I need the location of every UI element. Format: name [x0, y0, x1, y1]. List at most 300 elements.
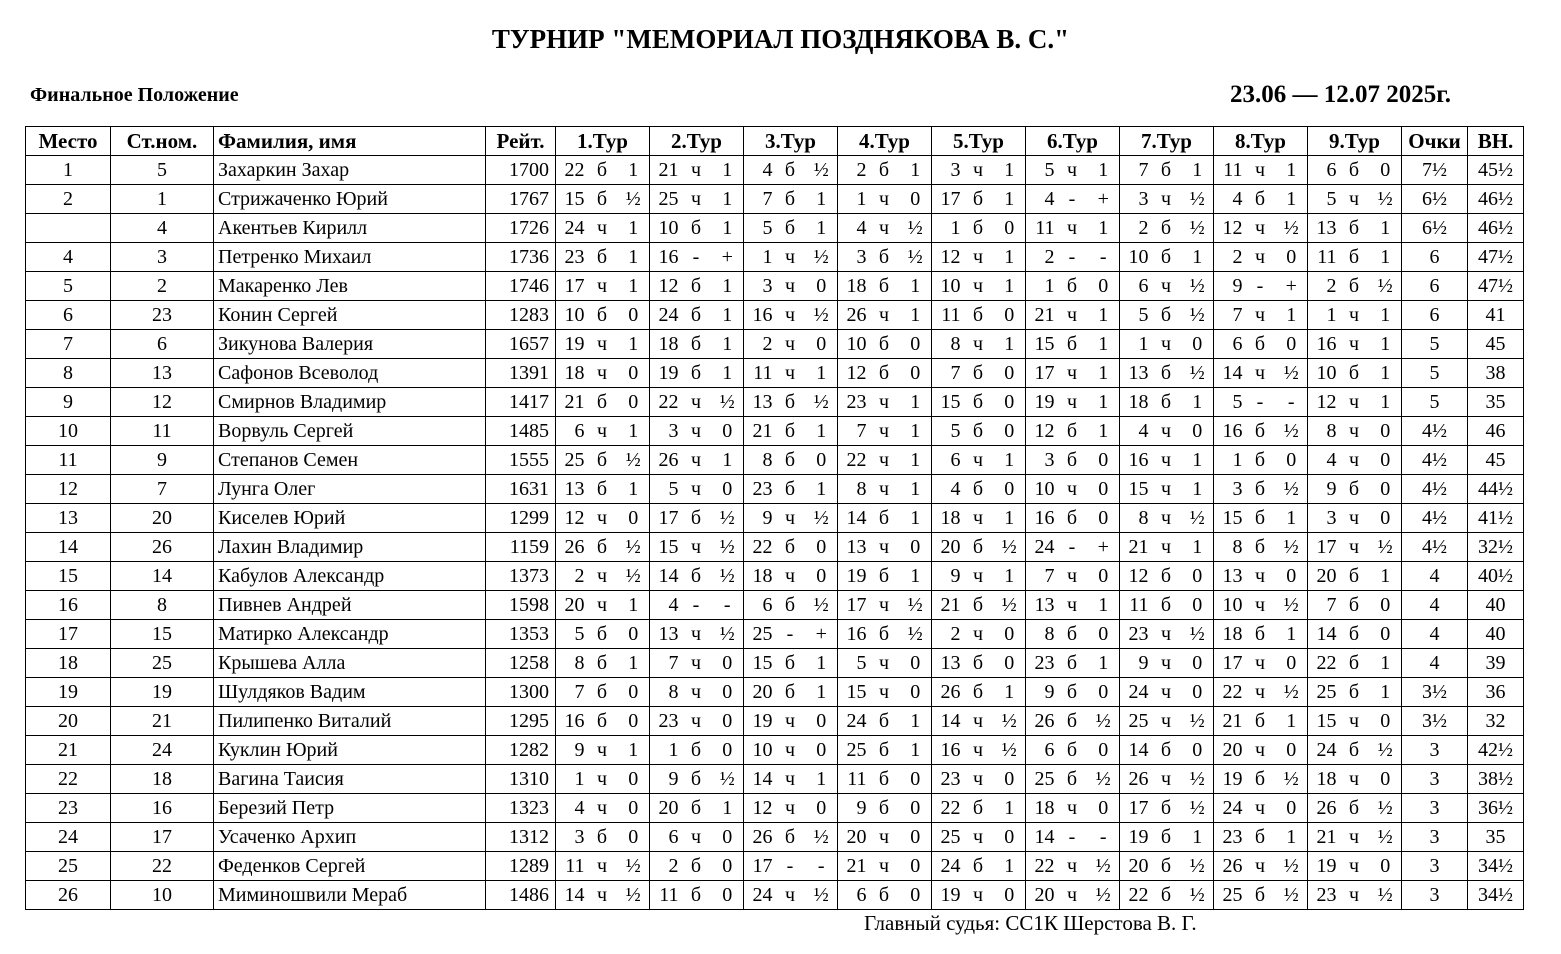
round-8-result-cell: ½: [1276, 852, 1308, 881]
round-7-opponent-cell: 14: [1120, 736, 1151, 765]
round-8-color-cell: ч: [1245, 214, 1276, 243]
round-3-opponent-cell: 25: [744, 620, 775, 649]
round-7-opponent-cell: 25: [1120, 707, 1151, 736]
round-6-result-cell: ½: [1088, 765, 1120, 794]
points-cell: 3½: [1402, 678, 1468, 707]
round-6-color-cell: -: [1057, 823, 1088, 852]
round-6-opponent-cell: 5: [1026, 156, 1057, 185]
round-7-opponent-cell: 12: [1120, 562, 1151, 591]
round-9-opponent-cell: 3: [1308, 504, 1339, 533]
round-3-opponent-cell: 13: [744, 388, 775, 417]
round-2-result-cell: 0: [712, 707, 744, 736]
rating-cell: 1353: [486, 620, 556, 649]
round-1-color-cell: б: [587, 446, 618, 475]
round-3-opponent-cell: 6: [744, 591, 775, 620]
round-2-result-cell: 0: [712, 852, 744, 881]
round-1-opponent-cell: 7: [556, 678, 587, 707]
round-2-result-cell: 1: [712, 272, 744, 301]
round-1-result-cell: 0: [618, 823, 650, 852]
round-4-color-cell: ч: [869, 533, 900, 562]
points-cell: 6: [1402, 301, 1468, 330]
round-4-opponent-cell: 25: [838, 736, 869, 765]
round-1-opponent-cell: 17: [556, 272, 587, 301]
round-2-color-cell: -: [681, 591, 712, 620]
round-8-color-cell: б: [1245, 475, 1276, 504]
round-8-result-cell: ½: [1276, 765, 1308, 794]
header-tiebreak: ВН.: [1468, 127, 1524, 156]
round-9-result-cell: 1: [1370, 678, 1402, 707]
round-7-result-cell: ½: [1182, 185, 1214, 214]
place-cell: [26, 214, 111, 243]
round-9-opponent-cell: 6: [1308, 156, 1339, 185]
round-6-opponent-cell: 1: [1026, 272, 1057, 301]
round-9-color-cell: б: [1339, 678, 1370, 707]
round-3-color-cell: б: [775, 185, 806, 214]
round-7-color-cell: б: [1151, 823, 1182, 852]
round-1-opponent-cell: 13: [556, 475, 587, 504]
round-4-color-cell: ч: [869, 301, 900, 330]
round-9-result-cell: 1: [1370, 562, 1402, 591]
place-cell: 14: [26, 533, 111, 562]
round-1-color-cell: ч: [587, 359, 618, 388]
table-row: [26, 678, 1524, 707]
round-3-color-cell: ч: [775, 562, 806, 591]
header-start-number: Ст.ном.: [111, 127, 214, 156]
round-5-result-cell: ½: [994, 591, 1026, 620]
round-3-result-cell: ½: [806, 156, 838, 185]
player-name-cell: Кабулов Александр: [214, 562, 486, 591]
round-7-result-cell: 0: [1182, 591, 1214, 620]
round-2-opponent-cell: 7: [650, 649, 681, 678]
rating-cell: 1323: [486, 794, 556, 823]
place-cell: 4: [26, 243, 111, 272]
start-number-cell: 24: [111, 736, 214, 765]
points-cell: 3: [1402, 794, 1468, 823]
round-8-result-cell: 0: [1276, 243, 1308, 272]
points-cell: 4½: [1402, 533, 1468, 562]
round-4-color-cell: ч: [869, 475, 900, 504]
round-2-color-cell: б: [681, 504, 712, 533]
round-4-result-cell: 0: [900, 881, 932, 910]
round-5-color-cell: ч: [963, 272, 994, 301]
place-cell: 20: [26, 707, 111, 736]
round-2-opponent-cell: 11: [650, 881, 681, 910]
round-2-color-cell: б: [681, 881, 712, 910]
rating-cell: 1657: [486, 330, 556, 359]
round-2-result-cell: 1: [712, 185, 744, 214]
start-number-cell: 23: [111, 301, 214, 330]
rating-cell: 1700: [486, 156, 556, 185]
round-8-color-cell: б: [1245, 504, 1276, 533]
round-9-color-cell: б: [1339, 736, 1370, 765]
round-6-result-cell: ½: [1088, 881, 1120, 910]
round-8-result-cell: ½: [1276, 417, 1308, 446]
tiebreak-cell: 45½: [1468, 156, 1524, 185]
round-8-opponent-cell: 12: [1214, 214, 1245, 243]
round-3-color-cell: ч: [775, 794, 806, 823]
round-7-color-cell: ч: [1151, 330, 1182, 359]
round-7-result-cell: ½: [1182, 359, 1214, 388]
round-5-color-cell: б: [963, 649, 994, 678]
round-4-color-cell: ч: [869, 185, 900, 214]
round-7-color-cell: б: [1151, 794, 1182, 823]
round-9-color-cell: ч: [1339, 388, 1370, 417]
round-1-color-cell: ч: [587, 852, 618, 881]
table-row: [26, 649, 1524, 678]
round-4-result-cell: 1: [900, 562, 932, 591]
round-8-color-cell: б: [1245, 620, 1276, 649]
round-2-color-cell: б: [681, 359, 712, 388]
round-7-result-cell: ½: [1182, 707, 1214, 736]
round-5-opponent-cell: 15: [932, 388, 963, 417]
start-number-cell: 20: [111, 504, 214, 533]
round-5-color-cell: б: [963, 533, 994, 562]
round-8-color-cell: ч: [1245, 794, 1276, 823]
round-5-opponent-cell: 26: [932, 678, 963, 707]
round-1-color-cell: б: [587, 707, 618, 736]
round-4-result-cell: 0: [900, 330, 932, 359]
round-5-result-cell: 1: [994, 794, 1026, 823]
round-6-result-cell: 0: [1088, 794, 1120, 823]
round-3-opponent-cell: 24: [744, 881, 775, 910]
round-6-result-cell: 1: [1088, 388, 1120, 417]
round-8-result-cell: 1: [1276, 823, 1308, 852]
tiebreak-cell: 41: [1468, 301, 1524, 330]
round-6-opponent-cell: 11: [1026, 214, 1057, 243]
round-2-result-cell: 0: [712, 881, 744, 910]
round-9-opponent-cell: 17: [1308, 533, 1339, 562]
round-8-color-cell: -: [1245, 388, 1276, 417]
round-9-result-cell: ½: [1370, 533, 1402, 562]
rating-cell: 1767: [486, 185, 556, 214]
round-8-opponent-cell: 26: [1214, 852, 1245, 881]
table-row: [26, 243, 1524, 272]
round-3-color-cell: б: [775, 823, 806, 852]
round-8-result-cell: 0: [1276, 446, 1308, 475]
round-7-result-cell: ½: [1182, 765, 1214, 794]
round-5-result-cell: 1: [994, 562, 1026, 591]
round-6-color-cell: б: [1057, 765, 1088, 794]
round-2-opponent-cell: 13: [650, 620, 681, 649]
round-2-color-cell: б: [681, 301, 712, 330]
round-8-result-cell: 0: [1276, 649, 1308, 678]
place-cell: 22: [26, 765, 111, 794]
round-6-result-cell: -: [1088, 243, 1120, 272]
player-name-cell: Конин Сергей: [214, 301, 486, 330]
round-3-opponent-cell: 14: [744, 765, 775, 794]
round-4-result-cell: ½: [900, 591, 932, 620]
round-2-color-cell: б: [681, 794, 712, 823]
round-6-result-cell: +: [1088, 533, 1120, 562]
round-7-opponent-cell: 21: [1120, 533, 1151, 562]
round-5-opponent-cell: 11: [932, 301, 963, 330]
round-8-opponent-cell: 9: [1214, 272, 1245, 301]
rating-cell: 1486: [486, 881, 556, 910]
round-7-color-cell: ч: [1151, 446, 1182, 475]
table-row: [26, 214, 1524, 243]
round-5-result-cell: 1: [994, 678, 1026, 707]
round-9-opponent-cell: 25: [1308, 678, 1339, 707]
round-6-result-cell: 1: [1088, 214, 1120, 243]
place-cell: 21: [26, 736, 111, 765]
round-3-opponent-cell: 2: [744, 330, 775, 359]
round-4-color-cell: ч: [869, 446, 900, 475]
points-cell: 4: [1402, 562, 1468, 591]
round-2-color-cell: б: [681, 272, 712, 301]
round-7-color-cell: ч: [1151, 649, 1182, 678]
round-1-color-cell: б: [587, 475, 618, 504]
round-8-opponent-cell: 2: [1214, 243, 1245, 272]
player-name-cell: Куклин Юрий: [214, 736, 486, 765]
player-name-cell: Ворвуль Сергей: [214, 417, 486, 446]
round-5-color-cell: б: [963, 214, 994, 243]
round-9-result-cell: 0: [1370, 620, 1402, 649]
round-9-opponent-cell: 15: [1308, 707, 1339, 736]
round-5-opponent-cell: 12: [932, 243, 963, 272]
round-1-opponent-cell: 9: [556, 736, 587, 765]
rating-cell: 1299: [486, 504, 556, 533]
round-5-color-cell: б: [963, 678, 994, 707]
round-4-opponent-cell: 16: [838, 620, 869, 649]
tiebreak-cell: 40: [1468, 591, 1524, 620]
place-cell: 7: [26, 330, 111, 359]
round-1-result-cell: 0: [618, 765, 650, 794]
round-1-opponent-cell: 16: [556, 707, 587, 736]
round-5-result-cell: ½: [994, 533, 1026, 562]
round-8-result-cell: ½: [1276, 591, 1308, 620]
round-2-result-cell: ½: [712, 620, 744, 649]
player-name-cell: Пивнев Андрей: [214, 591, 486, 620]
place-cell: 10: [26, 417, 111, 446]
round-9-color-cell: ч: [1339, 417, 1370, 446]
round-6-opponent-cell: 19: [1026, 388, 1057, 417]
start-number-cell: 15: [111, 620, 214, 649]
place-cell: 17: [26, 620, 111, 649]
round-2-color-cell: ч: [681, 475, 712, 504]
round-5-result-cell: ½: [994, 707, 1026, 736]
round-1-result-cell: ½: [618, 562, 650, 591]
round-7-result-cell: 1: [1182, 388, 1214, 417]
start-number-cell: 4: [111, 214, 214, 243]
round-7-result-cell: 1: [1182, 823, 1214, 852]
points-cell: 4½: [1402, 504, 1468, 533]
round-4-color-cell: ч: [869, 214, 900, 243]
round-6-color-cell: ч: [1057, 881, 1088, 910]
round-6-color-cell: -: [1057, 185, 1088, 214]
round-6-result-cell: 0: [1088, 272, 1120, 301]
table-row: [26, 272, 1524, 301]
round-6-result-cell: 0: [1088, 736, 1120, 765]
rating-cell: 1310: [486, 765, 556, 794]
round-7-color-cell: б: [1151, 562, 1182, 591]
round-3-opponent-cell: 8: [744, 446, 775, 475]
round-5-opponent-cell: 16: [932, 736, 963, 765]
round-7-color-cell: б: [1151, 243, 1182, 272]
round-5-color-cell: б: [963, 388, 994, 417]
round-6-color-cell: ч: [1057, 475, 1088, 504]
round-6-result-cell: 1: [1088, 301, 1120, 330]
round-4-result-cell: ½: [900, 214, 932, 243]
round-6-result-cell: 0: [1088, 620, 1120, 649]
player-name-cell: Смирнов Владимир: [214, 388, 486, 417]
round-9-result-cell: 1: [1370, 243, 1402, 272]
round-4-opponent-cell: 19: [838, 562, 869, 591]
round-9-opponent-cell: 9: [1308, 475, 1339, 504]
round-4-opponent-cell: 15: [838, 678, 869, 707]
round-2-color-cell: ч: [681, 417, 712, 446]
round-4-opponent-cell: 21: [838, 852, 869, 881]
round-3-result-cell: ½: [806, 504, 838, 533]
round-1-opponent-cell: 20: [556, 591, 587, 620]
round-3-color-cell: б: [775, 591, 806, 620]
place-cell: 12: [26, 475, 111, 504]
start-number-cell: 22: [111, 852, 214, 881]
tiebreak-cell: 39: [1468, 649, 1524, 678]
round-2-opponent-cell: 24: [650, 301, 681, 330]
round-1-color-cell: ч: [587, 794, 618, 823]
round-5-opponent-cell: 4: [932, 475, 963, 504]
round-6-result-cell: 1: [1088, 330, 1120, 359]
round-6-opponent-cell: 9: [1026, 678, 1057, 707]
round-2-color-cell: -: [681, 243, 712, 272]
round-5-color-cell: ч: [963, 881, 994, 910]
round-4-result-cell: ½: [900, 243, 932, 272]
round-2-result-cell: ½: [712, 388, 744, 417]
round-5-result-cell: 0: [994, 823, 1026, 852]
round-1-opponent-cell: 6: [556, 417, 587, 446]
round-6-color-cell: б: [1057, 649, 1088, 678]
round-2-opponent-cell: 23: [650, 707, 681, 736]
round-8-result-cell: ½: [1276, 359, 1308, 388]
round-2-color-cell: ч: [681, 446, 712, 475]
round-6-color-cell: -: [1057, 243, 1088, 272]
round-4-result-cell: ½: [900, 620, 932, 649]
round-3-result-cell: 1: [806, 417, 838, 446]
round-5-color-cell: б: [963, 359, 994, 388]
player-name-cell: Матирко Александр: [214, 620, 486, 649]
round-1-color-cell: ч: [587, 330, 618, 359]
round-9-color-cell: ч: [1339, 446, 1370, 475]
round-6-color-cell: ч: [1057, 301, 1088, 330]
round-8-opponent-cell: 6: [1214, 330, 1245, 359]
round-5-result-cell: 0: [994, 417, 1026, 446]
header-round-5: 5.Тур: [932, 127, 1026, 156]
round-6-result-cell: 1: [1088, 591, 1120, 620]
round-3-color-cell: ч: [775, 765, 806, 794]
round-3-color-cell: -: [775, 852, 806, 881]
round-3-color-cell: ч: [775, 736, 806, 765]
round-6-opponent-cell: 13: [1026, 591, 1057, 620]
round-6-opponent-cell: 21: [1026, 301, 1057, 330]
round-9-opponent-cell: 1: [1308, 301, 1339, 330]
round-7-color-cell: ч: [1151, 765, 1182, 794]
round-1-color-cell: б: [587, 301, 618, 330]
round-7-opponent-cell: 1: [1120, 330, 1151, 359]
start-number-cell: 18: [111, 765, 214, 794]
round-4-color-cell: ч: [869, 678, 900, 707]
round-4-color-cell: б: [869, 736, 900, 765]
round-7-opponent-cell: 11: [1120, 591, 1151, 620]
round-9-result-cell: 1: [1370, 301, 1402, 330]
round-9-opponent-cell: 5: [1308, 185, 1339, 214]
round-2-color-cell: ч: [681, 185, 712, 214]
rating-cell: 1417: [486, 388, 556, 417]
round-1-result-cell: 1: [618, 243, 650, 272]
round-7-opponent-cell: 26: [1120, 765, 1151, 794]
start-number-cell: 8: [111, 591, 214, 620]
round-4-result-cell: 1: [900, 272, 932, 301]
round-2-result-cell: ½: [712, 562, 744, 591]
round-5-opponent-cell: 13: [932, 649, 963, 678]
round-2-opponent-cell: 22: [650, 388, 681, 417]
points-cell: 4: [1402, 591, 1468, 620]
round-8-result-cell: -: [1276, 388, 1308, 417]
round-2-color-cell: б: [681, 214, 712, 243]
round-4-opponent-cell: 4: [838, 214, 869, 243]
player-name-cell: Березий Петр: [214, 794, 486, 823]
round-3-result-cell: ½: [806, 243, 838, 272]
round-5-opponent-cell: 10: [932, 272, 963, 301]
start-number-cell: 17: [111, 823, 214, 852]
round-7-color-cell: ч: [1151, 504, 1182, 533]
points-cell: 3: [1402, 823, 1468, 852]
place-cell: 15: [26, 562, 111, 591]
round-8-result-cell: 0: [1276, 794, 1308, 823]
place-cell: 24: [26, 823, 111, 852]
points-cell: 4: [1402, 620, 1468, 649]
round-6-result-cell: 0: [1088, 678, 1120, 707]
round-3-opponent-cell: 9: [744, 504, 775, 533]
round-3-color-cell: б: [775, 446, 806, 475]
round-7-opponent-cell: 20: [1120, 852, 1151, 881]
round-3-color-cell: б: [775, 417, 806, 446]
place-cell: 2: [26, 185, 111, 214]
round-5-result-cell: 1: [994, 852, 1026, 881]
round-8-opponent-cell: 18: [1214, 620, 1245, 649]
round-9-result-cell: 1: [1370, 214, 1402, 243]
round-8-color-cell: ч: [1245, 156, 1276, 185]
points-cell: 6: [1402, 243, 1468, 272]
round-6-result-cell: 1: [1088, 417, 1120, 446]
round-1-color-cell: ч: [587, 272, 618, 301]
round-9-result-cell: 0: [1370, 475, 1402, 504]
tiebreak-cell: 36½: [1468, 794, 1524, 823]
round-6-color-cell: б: [1057, 330, 1088, 359]
round-4-opponent-cell: 7: [838, 417, 869, 446]
round-2-result-cell: ½: [712, 765, 744, 794]
round-6-opponent-cell: 15: [1026, 330, 1057, 359]
round-6-color-cell: ч: [1057, 214, 1088, 243]
standings-subtitle: Финальное Положение: [30, 84, 239, 106]
round-9-result-cell: ½: [1370, 794, 1402, 823]
player-name-cell: Вагина Таисия: [214, 765, 486, 794]
round-8-result-cell: +: [1276, 272, 1308, 301]
round-2-color-cell: ч: [681, 156, 712, 185]
points-cell: 7½: [1402, 156, 1468, 185]
round-6-opponent-cell: 26: [1026, 707, 1057, 736]
round-8-opponent-cell: 7: [1214, 301, 1245, 330]
header-round-7: 7.Тур: [1120, 127, 1214, 156]
tiebreak-cell: 42½: [1468, 736, 1524, 765]
round-4-color-cell: б: [869, 881, 900, 910]
tiebreak-cell: 34½: [1468, 881, 1524, 910]
round-8-color-cell: ч: [1245, 243, 1276, 272]
round-6-result-cell: 0: [1088, 562, 1120, 591]
round-2-opponent-cell: 16: [650, 243, 681, 272]
player-name-cell: Киселев Юрий: [214, 504, 486, 533]
table-row: [26, 388, 1524, 417]
round-7-color-cell: б: [1151, 591, 1182, 620]
